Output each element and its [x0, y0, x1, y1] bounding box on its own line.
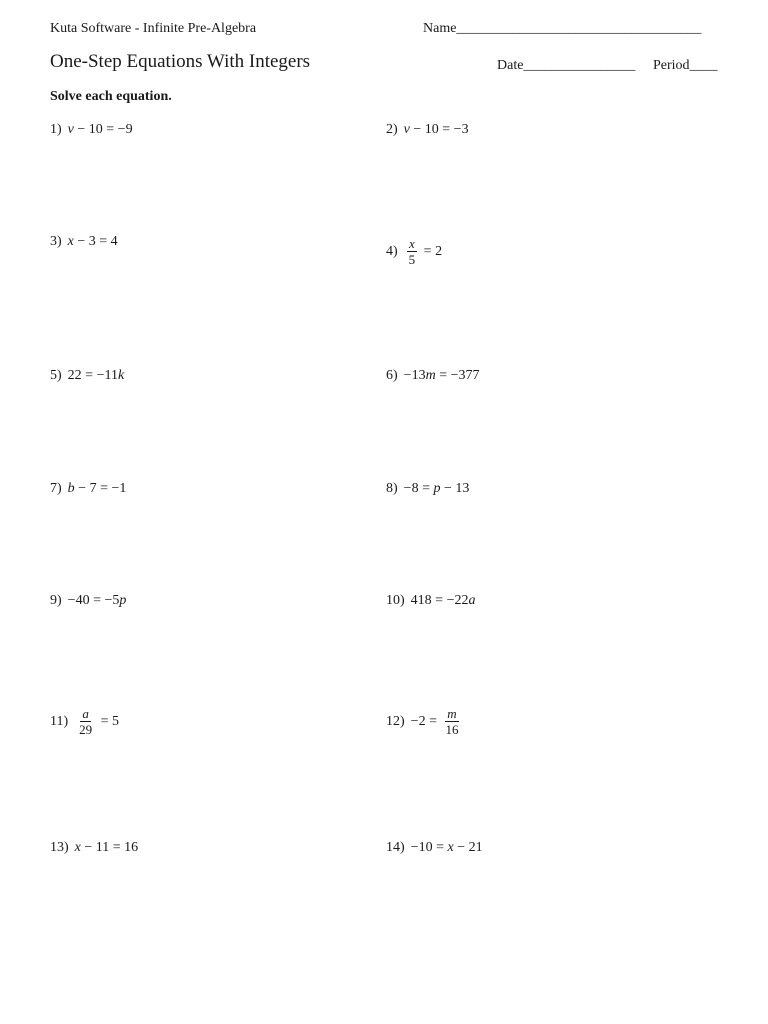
problem-2 — [386, 122, 469, 138]
equation — [68, 122, 133, 138]
variable: x — [74, 840, 81, 855]
problem-number: 14) — [386, 840, 405, 855]
equation — [404, 481, 470, 497]
problem-number: 2) — [386, 122, 398, 137]
problem-11 — [50, 706, 119, 737]
problem-12 — [386, 706, 463, 737]
numerator: m — [447, 706, 457, 721]
expression-text: 22 = −11 — [67, 368, 118, 383]
equation — [75, 840, 139, 856]
denominator: 16 — [445, 722, 459, 737]
expression-text: − 3 = 4 — [73, 234, 118, 249]
equation — [68, 481, 127, 497]
problem-6 — [386, 368, 480, 384]
equation — [404, 368, 480, 384]
problem-10 — [386, 593, 475, 609]
numerator: a — [82, 706, 89, 721]
expression-text: = 2 — [420, 243, 443, 259]
date-field[interactable]: Date________________ — [497, 58, 636, 73]
expression-text: −10 = — [410, 840, 448, 855]
variable: b — [67, 481, 75, 496]
equation — [404, 122, 469, 138]
problem-number: 1) — [50, 122, 62, 137]
problem-number: 5) — [50, 368, 62, 383]
problem-number: 13) — [50, 840, 69, 855]
denominator: 29 — [79, 722, 93, 737]
denominator: 5 — [408, 252, 416, 267]
expression-text: − 10 = −3 — [409, 122, 469, 137]
problem-9 — [50, 593, 126, 609]
problem-number: 3) — [50, 234, 62, 249]
expression-text: −8 = — [403, 481, 434, 496]
problem-8 — [386, 481, 469, 497]
equation — [411, 593, 476, 609]
problem-1 — [50, 122, 133, 138]
expression-text: − 10 = −9 — [73, 122, 133, 137]
problem-number: 9) — [50, 593, 62, 608]
equation — [411, 840, 483, 856]
problem-number: 7) — [50, 481, 62, 496]
variable: a — [468, 593, 476, 608]
equation — [68, 234, 118, 250]
expression-text: − 7 = −1 — [74, 481, 127, 496]
expression-text: −40 = −5 — [67, 593, 120, 608]
variable: m — [425, 368, 436, 383]
variable: x — [67, 234, 74, 249]
problem-4 — [386, 236, 442, 267]
variable: p — [433, 481, 441, 496]
equation — [404, 236, 442, 267]
problem-number: 8) — [386, 481, 398, 496]
problem-number: 12) — [386, 713, 405, 729]
problem-14 — [386, 840, 483, 856]
publisher-line: Kuta Software - Infinite Pre-Algebra — [50, 21, 257, 36]
variable: v — [67, 122, 74, 137]
variable: p — [119, 593, 127, 608]
worksheet-title: One-Step Equations With Integers — [50, 51, 311, 72]
equation — [411, 706, 464, 737]
fraction — [443, 706, 460, 737]
expression-text: − 11 = 16 — [80, 840, 139, 855]
problem-13 — [50, 840, 138, 856]
problem-number: 6) — [386, 368, 398, 383]
expression-text: − 21 — [453, 840, 483, 855]
problem-number: 4) — [386, 243, 398, 259]
equation — [68, 593, 127, 609]
problem-5 — [50, 368, 124, 384]
fraction — [407, 236, 418, 267]
expression-text: − 13 — [440, 481, 470, 496]
expression-text: 418 = −22 — [410, 593, 469, 608]
problem-3 — [50, 234, 118, 250]
expression-text: −13 — [403, 368, 426, 383]
name-field[interactable]: Name___________________________________ — [423, 21, 702, 36]
numerator: x — [409, 236, 415, 251]
period-field[interactable]: Period____ — [653, 58, 718, 73]
expression-text: = 5 — [97, 713, 120, 729]
equation — [74, 706, 119, 737]
problem-number: 10) — [386, 593, 405, 608]
variable: x — [447, 840, 454, 855]
fraction — [77, 706, 94, 737]
instructions: Solve each equation. — [50, 89, 172, 104]
variable: k — [117, 368, 125, 383]
problem-7 — [50, 481, 126, 497]
problem-number: 11) — [50, 713, 69, 729]
variable: v — [403, 122, 410, 137]
expression-text: = −377 — [435, 368, 480, 383]
equation — [68, 368, 125, 384]
expression-text: −2 = — [410, 713, 441, 729]
